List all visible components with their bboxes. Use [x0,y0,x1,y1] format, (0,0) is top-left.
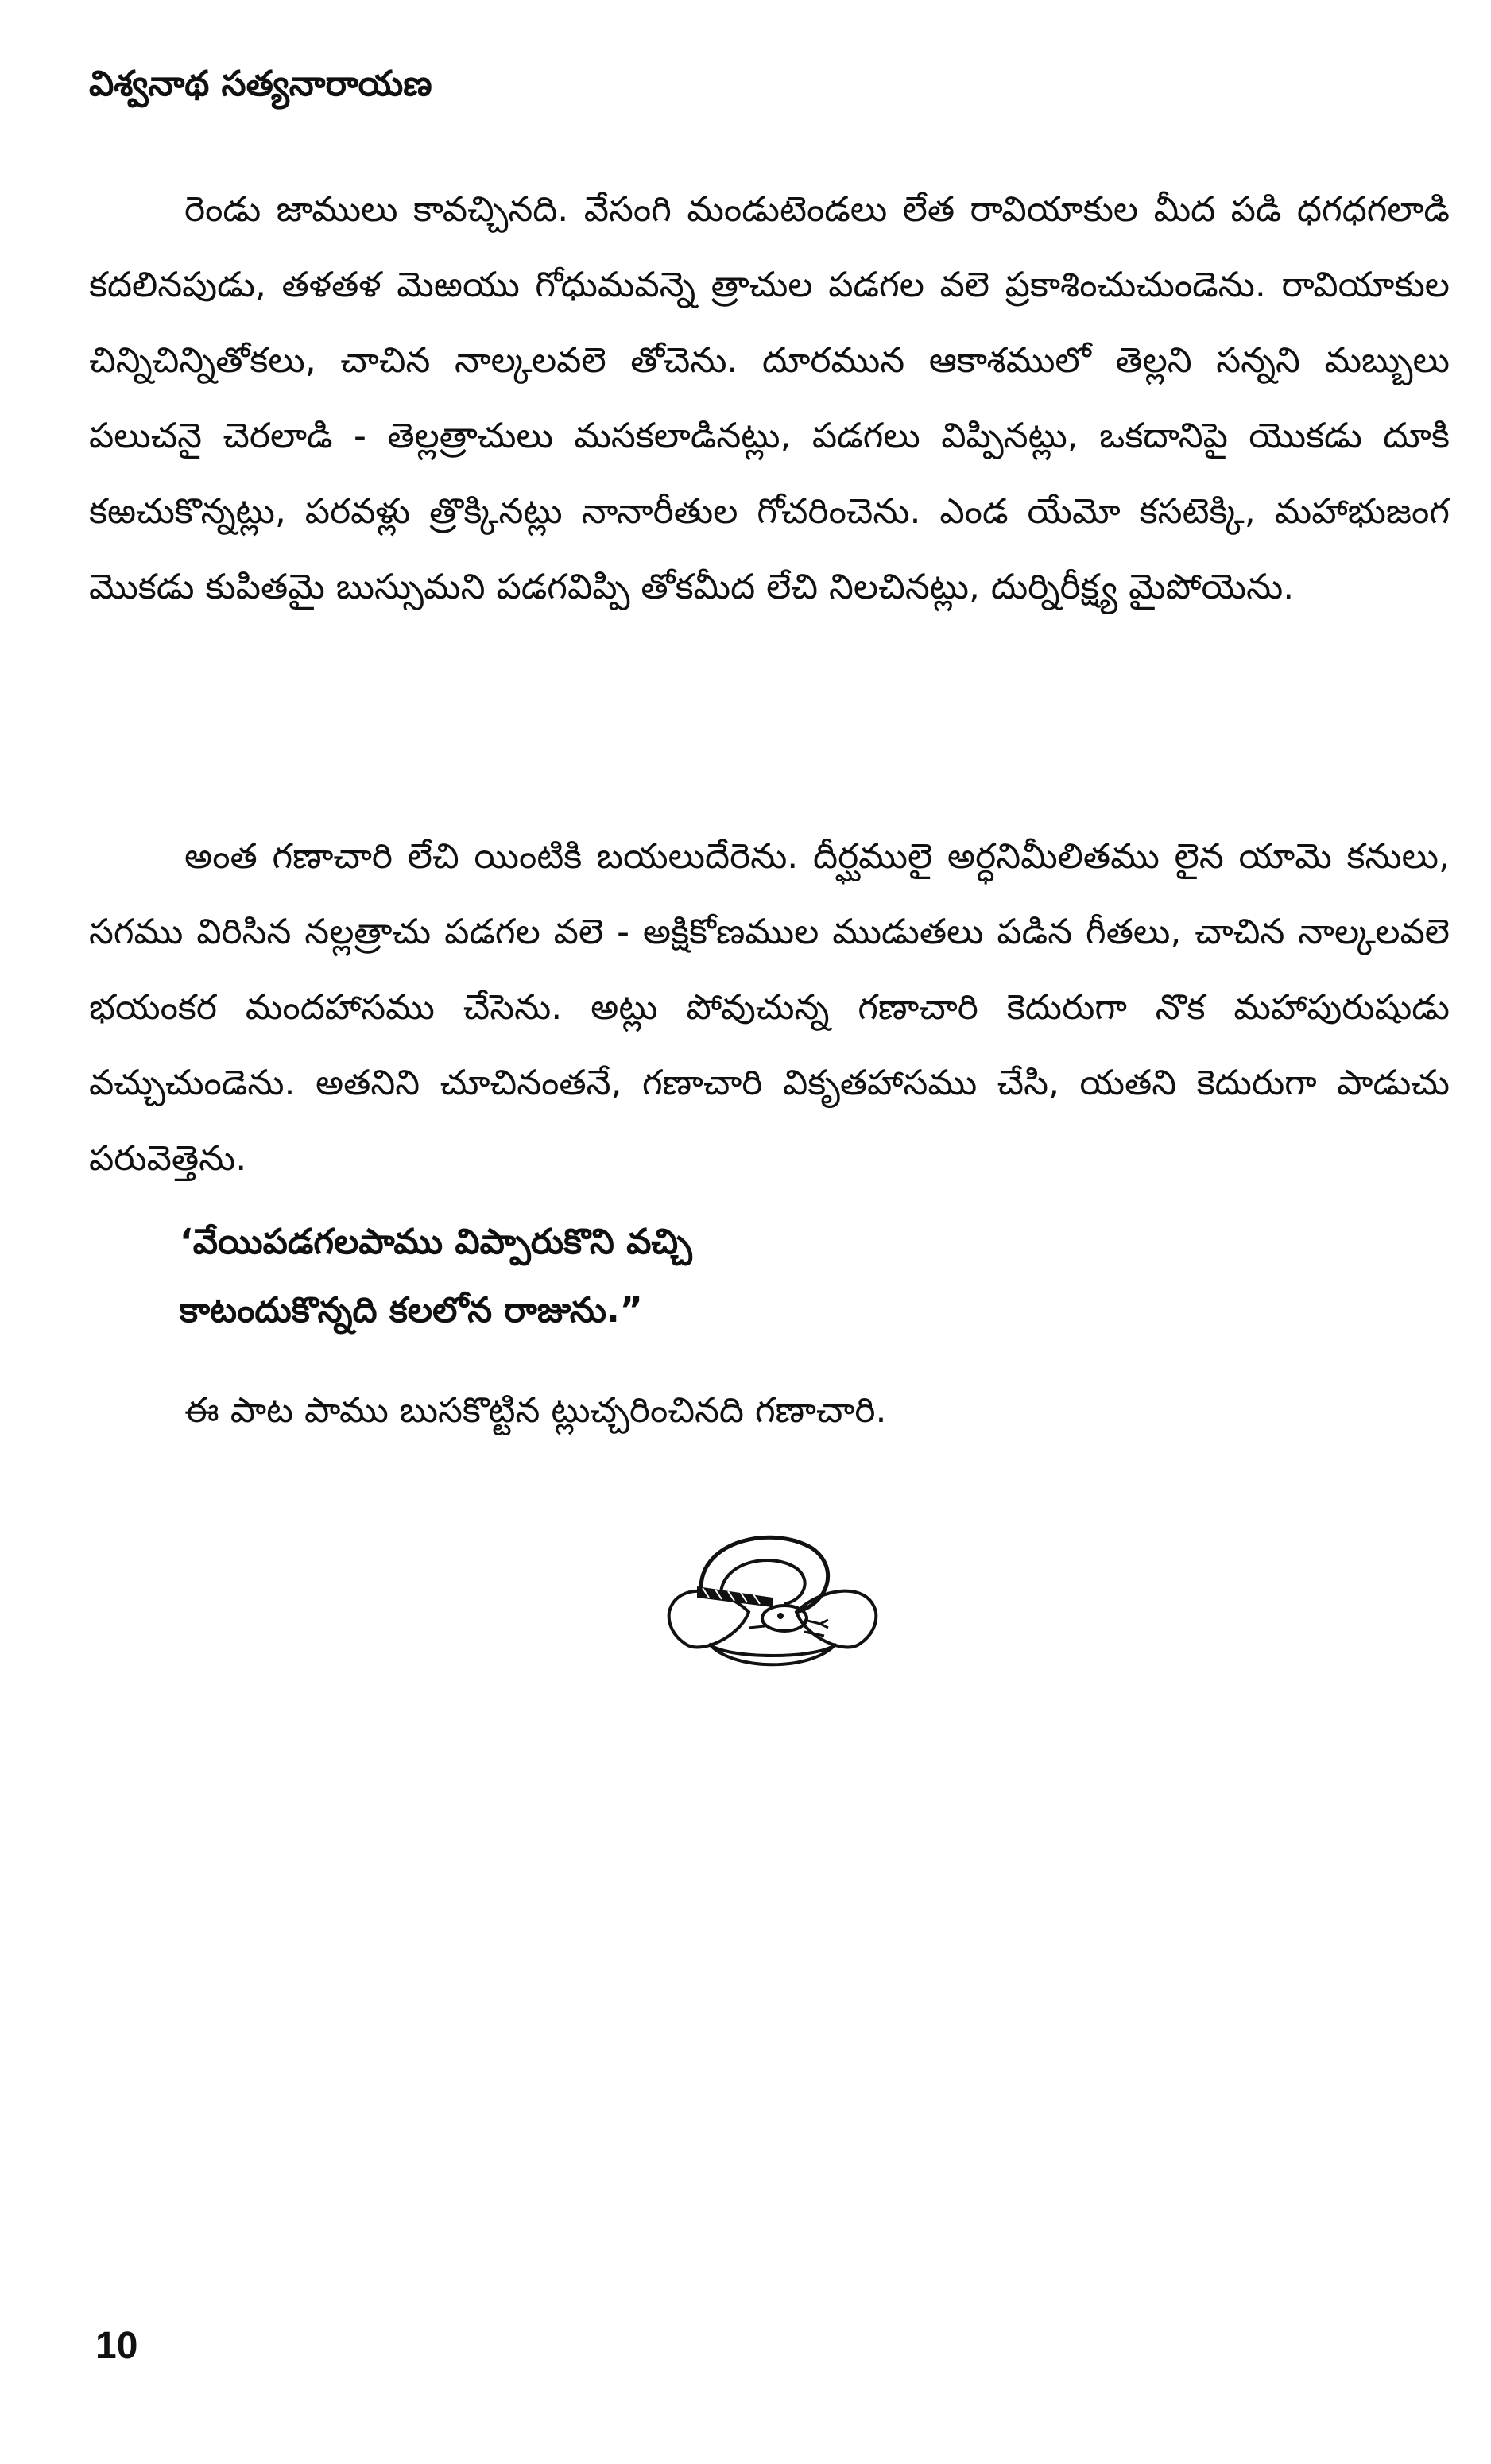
song-verse [180,1208,1372,1345]
paragraph-2: అంత గణాచారి లేచి యింటికి బయలుదేరెను. దీర్ఘములై అర్ధనిమీలితము లైన యామె కనులు, సగము విరిసిన నల్లత్రాచు పడగల వలె - అక్షికోణముల ముడుతలు పడిన గీతలు, చాచిన నాల్కలవలె భయంకర మందహాసము చేసెను. అట్లు పోవుచున్న గణాచారి కెదురుగా నొక మహాపురుషుడు వచ్చుచుండెను. అతనిని చూచినంతనే, గణాచారి వికృతహాసము చేసి, యతని కెదురుగా పాడుచు పరువెత్తెను. [89,836,1450,1179]
page-number: 10 [95,2325,138,2367]
snake-lotus-ornament-icon [653,1525,892,1683]
paragraph-1: రెండు జాములు కావచ్చినది. వేసంగి మండుటెండలు లేత రావియాకుల మీద పడి ధగధగలాడి కదలినపుడు, తళతళ మెఱయు గోధుమవన్నె త్రాచుల పడగల వలె ప్రకాశించుచుండెను. రావియాకుల చిన్నిచిన్నితోకలు, చాచిన నాల్కలవలె తోచెను. దూరమున ఆకాశములో తెల్లని సన్నని మబ్బులు పలుచనై చెరలాడి - తెల్లత్రాచులు మసకలాడినట్లు, పడగలు విప్పినట్లు, ఒకదానిపై యొకడు దూకి కఱచుకొన్నట్లు, పరవళ్లు త్రొక్కినట్లు నానారీతుల గోచరించెను. ఎండ యేమో కసటెక్కి, మహాభుజంగ మొకడు కుపితమై బుస్సుమని పడగవిప్పి తోకమీద లేచి నిలచినట్లు, దుర్నిరీక్ష్య మైపోయెను. [89,189,1450,607]
verse-line-1: ‘వేయిపడగలపాము విప్పారుకొని వచ్చి [180,1222,692,1262]
running-header-title: విశ్వనాథ సత్యనారాయణ [89,64,432,104]
closing-line: ఈ పాట పాము బుసకొట్టిన ట్లుచ్చరించినది గణాచారి. [184,1390,887,1431]
verse-line-2: కాటందుకొన్నది కలలోన రాజును.” [180,1290,643,1331]
